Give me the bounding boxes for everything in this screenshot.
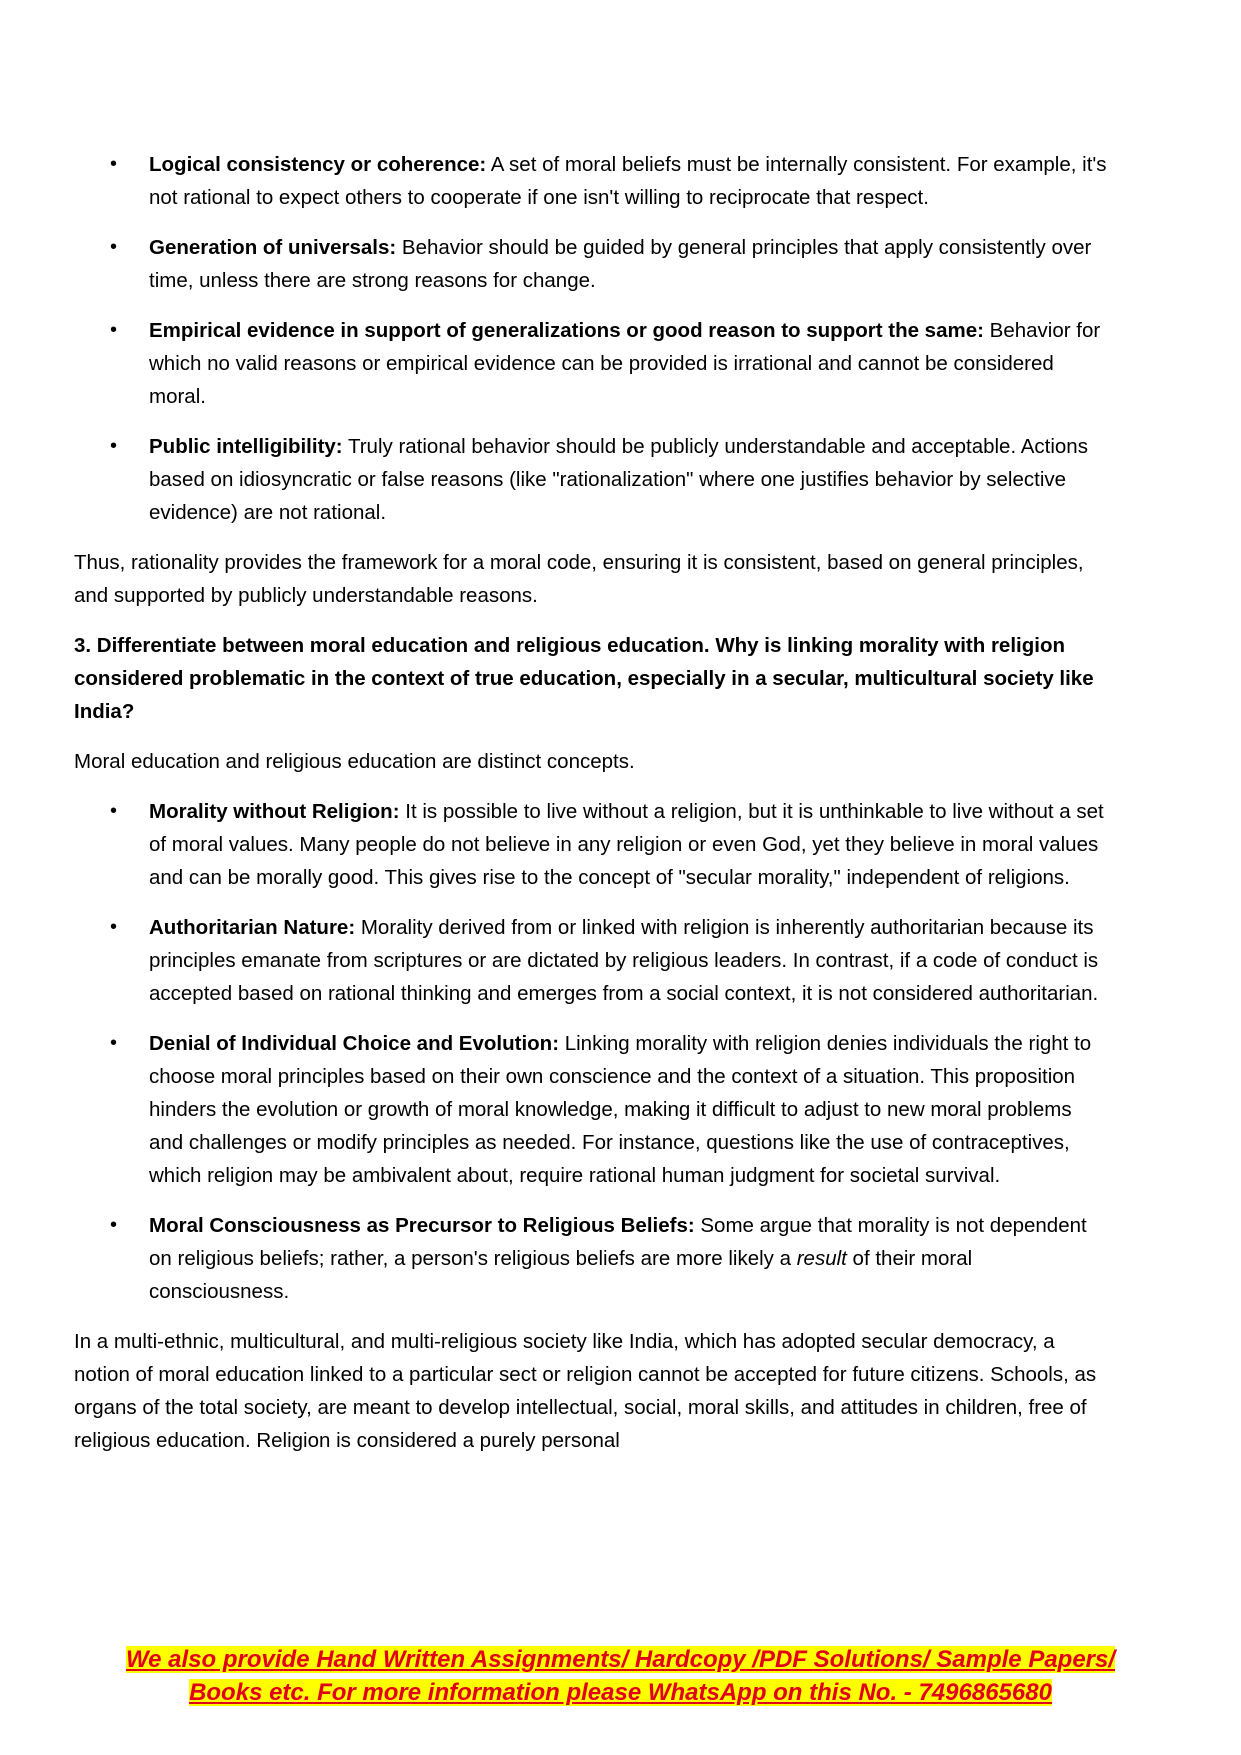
bullet-icon: • [110,236,118,258]
list-item [74,148,1111,214]
question-heading: 3. Differentiate between moral education and religious education. Why is linking morality with religion considered problematic in the context of true education, especially in a secular, multicultural society like India? [74,634,1094,723]
bullet-icon: • [110,319,118,341]
bullet-icon: • [110,1032,118,1054]
list-item-term: Generation of universals: [149,236,397,259]
list-item-term: Moral Consciousness as Precursor to Religious Beliefs: [149,1214,695,1237]
list-item [74,795,1111,894]
list-item-text: of their moral consciousness. [149,1247,973,1303]
list-item-term: Morality without Religion: [149,800,400,823]
list-item-text: Morality derived from or linked with religion is inherently authoritarian because its principles emanate from scriptures or are dictated by religious leaders. In contrast, if a code of conduct is accepted based on rational thinking and emerges from a social context, it is not considered authoritarian. [149,916,1099,1005]
paragraph-conclusion: Thus, rationality provides the framework for a moral code, ensuring it is consistent, based on general principles, and supported by publicly understandable reasons. [74,551,1084,607]
paragraph-india: In a multi-ethnic, multicultural, and multi-religious society like India, which has adopted secular democracy, a notion of moral education linked to a particular sect or religion cannot be accepted for future citizens. Schools, as organs of the total society, are meant to develop intellectual, social, moral skills, and attitudes in children, free of religious education. Religion is considered a purely personal [74,1330,1097,1452]
list-item-text: Behavior for which no valid reasons or empirical evidence can be provided is irrational and cannot be considered moral. [149,319,1101,408]
list-item-text: Linking morality with religion denies individuals the right to choose moral principles based on their own conscience and the context of a situation. This proposition hinders the evolution or growth of moral knowledge, making it difficult to adjust to new moral problems and challenges or modify principles as needed. For instance, questions like the use of contraceptives, which religion may be ambivalent about, require rational human judgment for societal survival. [149,1032,1092,1187]
promo-footer [0,1643,1241,1709]
list-item [74,231,1111,297]
rationality-criteria-list [74,148,1111,529]
promo-footer-line-2: Books etc. For more information please WhatsApp on this No. - 7496865680 [189,1679,1052,1706]
list-item [74,911,1111,1010]
list-item-text: Some argue that morality is not dependent on religious beliefs; rather, a person's religious beliefs are more likely a [149,1214,1087,1270]
list-item-term: Denial of Individual Choice and Evolution: [149,1032,560,1055]
list-item-text: It is possible to live without a religion, but it is unthinkable to live without a set of moral values. Many people do not believe in any religion or even God, yet they believe in moral values and can be morally good. This gives rise to the concept of "secular morality," independent of religions. [149,800,1104,889]
bullet-icon: • [110,800,118,822]
list-item-term: Logical consistency or coherence: [149,153,487,176]
list-item-term: Authoritarian Nature: [149,916,356,939]
list-item-emphasis: result [796,1247,847,1270]
list-item-text: Truly rational behavior should be publicly understandable and acceptable. Actions based on idiosyncratic or false reasons (like "rationalization" where one justifies behavior by selective evidence) are not rational. [149,435,1088,524]
bullet-icon: • [110,153,118,175]
list-item [74,1209,1111,1308]
list-item [74,430,1111,529]
document-body [74,148,1111,1457]
list-item-text: A set of moral beliefs must be internally consistent. For example, it's not rational to expect others to cooperate if one isn't willing to reciprocate that respect. [149,153,1107,209]
bullet-icon: • [110,916,118,938]
paragraph-intro: Moral education and religious education are distinct concepts. [74,750,635,773]
list-item-text: Behavior should be guided by general principles that apply consistently over time, unless there are strong reasons for change. [149,236,1092,292]
promo-footer-line-1: We also provide Hand Written Assignments/ Hardcopy /PDF Solutions/ Sample Papers/ [125,1646,1116,1673]
list-item-term: Empirical evidence in support of generalizations or good reason to support the same: [149,319,984,342]
bullet-icon: • [110,435,118,457]
list-item-term: Public intelligibility: [149,435,343,458]
bullet-icon: • [110,1214,118,1236]
list-item [74,314,1111,413]
religion-morality-list [74,795,1111,1308]
list-item [74,1027,1111,1192]
